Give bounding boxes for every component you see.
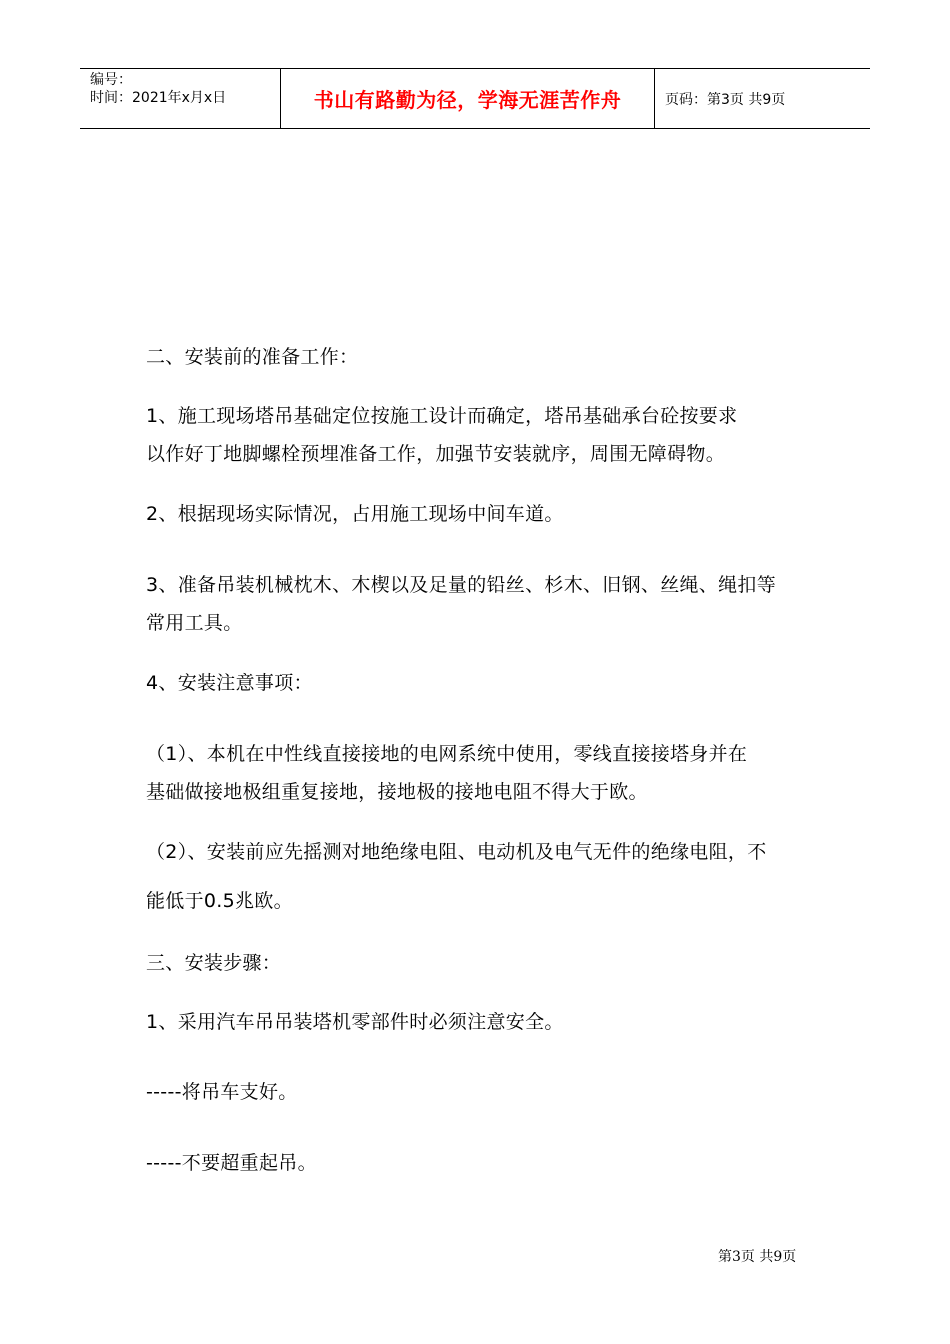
header-meta-cell [80,69,281,128]
header-motto-cell [281,69,655,128]
note-1-line-1: （1）、本机在中性线直接接地的电网系统中使用，零线直接接塔身并在 [146,743,748,765]
item-2: 2、根据现场实际情况，占用施工现场中间车道。 [146,503,564,525]
header-page-label: 页码：第3页 共9页 [665,91,786,108]
step-1-sub-a: -----将吊车支好。 [146,1081,298,1103]
document-number-label: 编号： [90,72,132,88]
header-page-cell [655,69,870,128]
item-4: 4、安装注意事项： [146,672,313,694]
section-3-title: 三、安装步骤： [146,952,282,974]
document-date-label: 时间：2021年x月x日 [90,90,227,106]
item-3-line-2: 常用工具。 [146,612,243,634]
item-1-line-2: 以作好丁地脚螺栓预埋准备工作，加强节安装就序，周围无障碍物。 [146,443,726,465]
note-2-line-1: （2）、安装前应先摇测对地绝缘电阻、电动机及电气无件的绝缘电阻，不 [146,841,767,863]
section-2-title: 二、安装前的准备工作： [146,346,359,368]
item-3-line-1: 3、准备吊装机械枕木、木楔以及足量的铅丝、杉木、旧钢、丝绳、绳扣等 [146,574,776,596]
note-1-line-2: 基础做接地极组重复接地，接地极的接地电阻不得大于欧。 [146,781,648,803]
note-2-line-2: 能低于0.5兆欧。 [146,890,293,912]
step-1: 1、采用汽车吊吊装塔机零部件时必须注意安全。 [146,1011,564,1033]
item-1-line-1: 1、施工现场塔吊基础定位按施工设计而确定，塔吊基础承台砼按要求 [146,405,738,427]
step-1-sub-b: -----不要超重起吊。 [146,1152,317,1174]
page-header [80,68,870,129]
footer-page-number: 第3页 共9页 [718,1249,797,1265]
page-footer [718,1246,796,1266]
header-motto: 书山有路勤为径，学海无涯苦作舟 [313,88,622,112]
